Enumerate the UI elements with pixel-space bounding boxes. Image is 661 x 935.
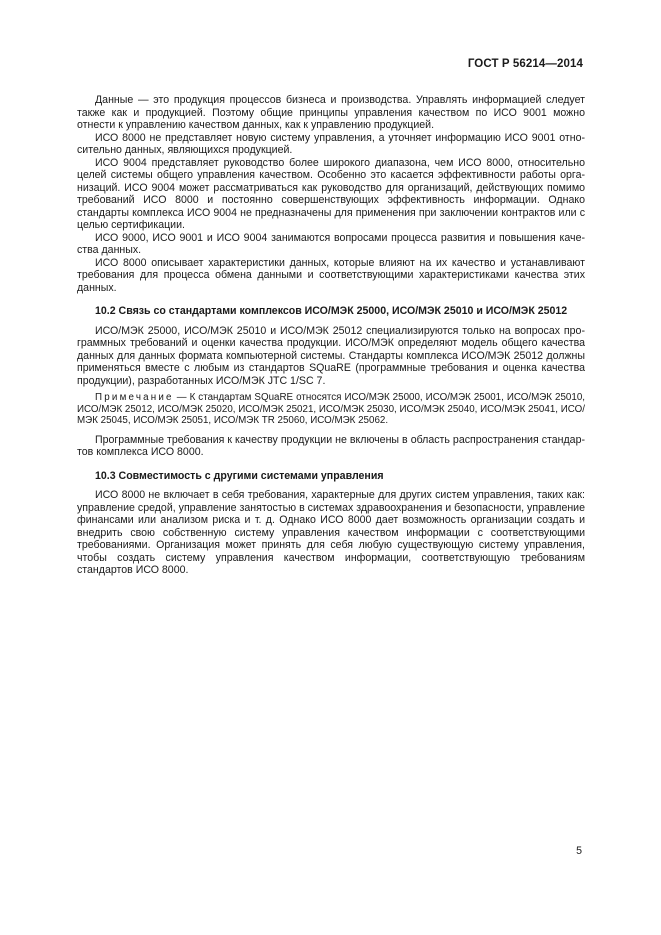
paragraph-iso9004-guidance: ИСО 9004 представляет руководство более широкого диапазона, чем ИСО 8000, относительно целей системы общего управления качеством. Особенно это касается эффективности работы организаций. ИСО 9004 может рассматриваться как руководство для организаций, действующих помимо требований ИСО 8000 и постоянно совершенствующих эффективность информации. Однако стандарты комплекса ИСО 9004 не предназначены для применения при заключении контрактов или с целью сертификации.: [77, 156, 585, 231]
section-10-2-note: [77, 392, 585, 427]
page-content: [77, 94, 585, 577]
section-10-2-paragraph-2: Программные требования к качеству продукции не включены в область распространения стандартов комплекса ИСО 8000.: [77, 433, 585, 459]
page-number: 5: [576, 845, 582, 857]
paragraph-data-as-product: Данные — это продукция процессов бизнеса и производства. Управлять информацией следует также как и продукцией. Поэтому общие принципы управления качеством по ИСО 9001 можно отнести к управлению качеством данных, как к управлению продукцией.: [77, 94, 585, 131]
paragraph-iso9000-family: ИСО 9000, ИСО 9001 и ИСО 9004 занимаются вопросами процесса развития и повышения качества данных.: [77, 231, 585, 256]
section-10-2-paragraph: ИСО/МЭК 25000, ИСО/МЭК 25010 и ИСО/МЭК 25012 специализируются только на вопросах программных требований и оценки качества продукции. ИСО/МЭК определяют модель общего качества данных для данных формата компьютерной системы. Стандарты комплекса ИСО/МЭК 25012 должны применяться вместе с любым из стандартов SQuaRE (программные требования и оценка качества продукции), разработанных ИСО/МЭК JTC 1/SC 7.: [77, 324, 585, 387]
section-10-3-heading: 10.3 Совместимость с другими системами управления: [95, 469, 384, 482]
note-label: Примечание: [95, 392, 174, 403]
paragraph-iso8000-clarifies: ИСО 8000 не представляет новую систему управления, а уточняет информацию ИСО 9001 относительно данных, являющихся продукцией.: [77, 131, 585, 156]
note-text: — К стандартам SQuaRE относятся ИСО/МЭК 25000, ИСО/МЭК 25001, ИСО/МЭК 25010, ИСО/МЭК 25012, ИСО/МЭК 25020, ИСО/МЭК 25021, ИСО/МЭК 25030, ИСО/МЭК 25040, ИСО/МЭК 25041, ИСО/МЭК 25045, ИСО/МЭК 25051, ИСО/МЭК TR 25060, ИСО/МЭК 25062.: [77, 392, 585, 427]
section-10-2-heading: 10.2 Связь со стандартами комплексов ИСО/МЭК 25000, ИСО/МЭК 25010 и ИСО/МЭК 25012: [95, 305, 568, 317]
section-10-3-paragraph: ИСО 8000 не включает в себя требования, характерные для других систем управления, таких как: управление средой, управление занятостью в системах здравоохранения и безопасности, управление финансами или анализом риска и т. д. Однако ИСО 8000 дает возможность организации создать и внедрить свою собственную систему управления качеством информации с соответствующими требованиями. Организация может принять для себя любую существующую систему управления, чтобы создать систему управления качеством информации, соответствующую требованиям стандартов ИСО 8000.: [77, 489, 585, 577]
standard-code-header: ГОСТ Р 56214—2014: [467, 58, 583, 70]
paragraph-iso8000-characteristics: ИСО 8000 описывает характеристики данных, которые влияют на их качество и устанавливают требования для процесса обмена данными и соответствующими характеристиками качества этих данных.: [77, 256, 585, 294]
